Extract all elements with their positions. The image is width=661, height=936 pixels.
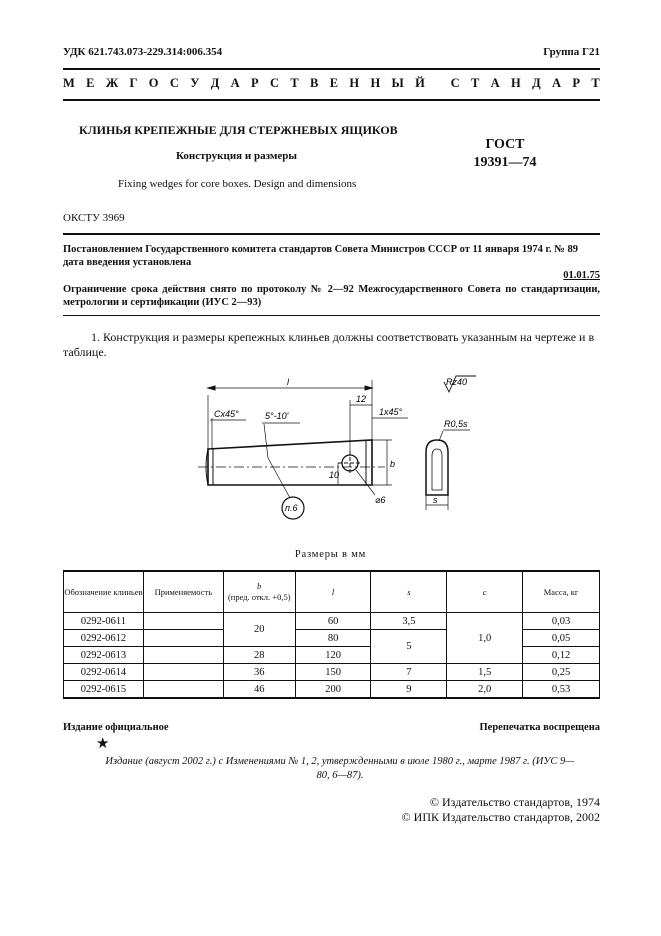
cell-applicability: [143, 681, 223, 699]
cell-code: 0292-0611: [64, 613, 144, 630]
banner-letter: Р: [572, 76, 581, 90]
cell-mass: 0,25: [523, 664, 600, 681]
banner-letter: С: [450, 76, 460, 90]
dim-12: 12: [356, 394, 367, 404]
table-caption: Размеры в мм: [294, 549, 367, 560]
udk-code: УДК 621.743.073-229.314:006.354: [63, 46, 223, 58]
cell-c: 1,5: [447, 664, 523, 681]
header-b-note: (пред. откл. +0,5): [227, 592, 291, 602]
star-icon: ★: [96, 736, 110, 752]
sizes-table: [63, 570, 600, 699]
banner-letter: Р: [251, 76, 259, 90]
gost-code: 19391—74: [473, 155, 537, 170]
banner-letter: М: [63, 76, 75, 90]
dim-s: s: [433, 495, 438, 505]
group-code: Группа Г21: [543, 46, 600, 58]
cell-l: 80: [295, 630, 371, 647]
banner-letter: А: [490, 76, 500, 90]
header-s: s: [407, 586, 411, 597]
cell-b: 36: [223, 664, 295, 681]
banner-letter: У: [190, 76, 200, 90]
banner-letter: Н: [349, 76, 360, 90]
cell-applicability: [143, 664, 223, 681]
cell-l: 60: [295, 613, 371, 630]
dim-b: b: [390, 459, 396, 469]
official-edition: Издание официальное: [63, 722, 169, 733]
banner-letter: Ы: [391, 76, 404, 90]
banner-letter: Т: [290, 76, 299, 90]
header-mass: Масса, кг: [523, 571, 600, 613]
dim-angle: 5°-10': [265, 411, 289, 421]
cell-s: 9: [371, 681, 447, 699]
banner-letter: С: [270, 76, 280, 90]
cell-code: 0292-0612: [64, 630, 144, 647]
cell-code: 0292-0613: [64, 647, 144, 664]
banner-letter: Н: [370, 76, 381, 90]
banner-letter: Е: [329, 76, 339, 90]
side-view: [426, 440, 448, 495]
cell-s: 7: [371, 664, 447, 681]
view-label: п.6: [285, 503, 298, 513]
cell-s: 5: [371, 630, 447, 664]
cell-b: 28: [223, 647, 295, 664]
cell-mass: 0,03: [523, 613, 600, 630]
cell-s: 3,5: [371, 613, 447, 630]
dim-hole: ⌀6: [375, 495, 386, 505]
header-applicability: Применяемость: [143, 571, 223, 613]
dim-radius: R0,5s: [444, 419, 468, 429]
cell-l: 200: [295, 681, 371, 699]
banner-letter: Т: [591, 76, 600, 90]
edition-note: Издание (август 2002 г.) с Изменениями № 1, 2, утвержденными в июле 1980 г., марте 1987 г. (ИУС 9—80, 6—87).: [105, 756, 575, 781]
banner-letter: Й: [415, 76, 425, 90]
header-c: c: [482, 586, 487, 597]
banner-letter: С: [169, 76, 179, 90]
banner-letter: Е: [86, 76, 95, 90]
banner-letter: Н: [511, 76, 521, 90]
table-row: [64, 681, 600, 699]
decree-text: Постановлением Государственного комитета стандартов Совета Министров СССР от 11 января 1974 г. № 89 дата введения установлена: [63, 244, 578, 268]
cell-c: 2,0: [447, 681, 523, 699]
oksty-code: ОКСТУ 3969: [63, 212, 125, 224]
cell-code: 0292-0614: [64, 664, 144, 681]
gost-label: ГОСТ: [485, 137, 525, 152]
paragraph-1: 1. Конструкция и размеры крепежных клиньев должны соответствовать указанным на чертеже и в таблице.: [63, 330, 595, 359]
banner-letter: О: [148, 76, 159, 90]
cell-applicability: [143, 647, 223, 664]
cell-mass: 0,12: [523, 647, 600, 664]
english-title: Fixing wedges for core boxes. Design and dimensions: [118, 178, 357, 190]
dim-chamfer-c: Cx45°: [214, 409, 239, 419]
cell-b: 20: [223, 613, 295, 647]
cell-l: 150: [295, 664, 371, 681]
table-row: [64, 613, 600, 630]
header-l: l: [331, 586, 335, 597]
dim-chamfer-1: 1x45°: [379, 407, 403, 417]
table-row: [64, 664, 600, 681]
dim-l: l: [287, 377, 289, 387]
cell-c: 1,0: [447, 613, 523, 664]
header-designation: Обозначение клиньев: [64, 571, 144, 613]
dim-10: 10: [329, 470, 340, 480]
banner-letter: Д: [532, 76, 541, 90]
copyright-2002: © ИПК Издательство стандартов, 2002: [401, 810, 600, 824]
cell-l: 120: [295, 647, 371, 664]
restriction-text: Ограничение срока действия снято по протоколу № 2—92 Межгосударственного Совета по стандартизации, метрологии и сертификации (ИУС 2—93): [63, 284, 600, 308]
banner-letter: Т: [470, 76, 480, 90]
document-subtitle: Конструкция и размеры: [176, 150, 297, 162]
banner-letter: Ж: [105, 76, 119, 90]
cell-b: 46: [223, 681, 295, 699]
cell-mass: 0,53: [523, 681, 600, 699]
banner-letter: А: [230, 76, 240, 90]
header-b-label: b: [257, 581, 262, 591]
banner-letter: Д: [210, 76, 220, 90]
banner-letter: Г: [129, 76, 138, 90]
reprint-prohibited: Перепечатка воспрещена: [479, 722, 600, 733]
date-introduced: 01.01.75: [563, 270, 600, 281]
banner-letter: В: [310, 76, 319, 90]
cell-applicability: [143, 613, 223, 630]
cell-code: 0292-0615: [64, 681, 144, 699]
document-title: КЛИНЬЯ КРЕПЕЖНЫЕ ДЛЯ СТЕРЖНЕВЫХ ЯЩИКОВ: [79, 123, 398, 137]
copyright-1974: © Издательство стандартов, 1974: [429, 795, 600, 809]
banner-letter: А: [552, 76, 562, 90]
roughness-mark: Rz40: [446, 377, 468, 387]
cell-applicability: [143, 630, 223, 647]
cell-mass: 0,05: [523, 630, 600, 647]
header-b: [223, 571, 295, 613]
